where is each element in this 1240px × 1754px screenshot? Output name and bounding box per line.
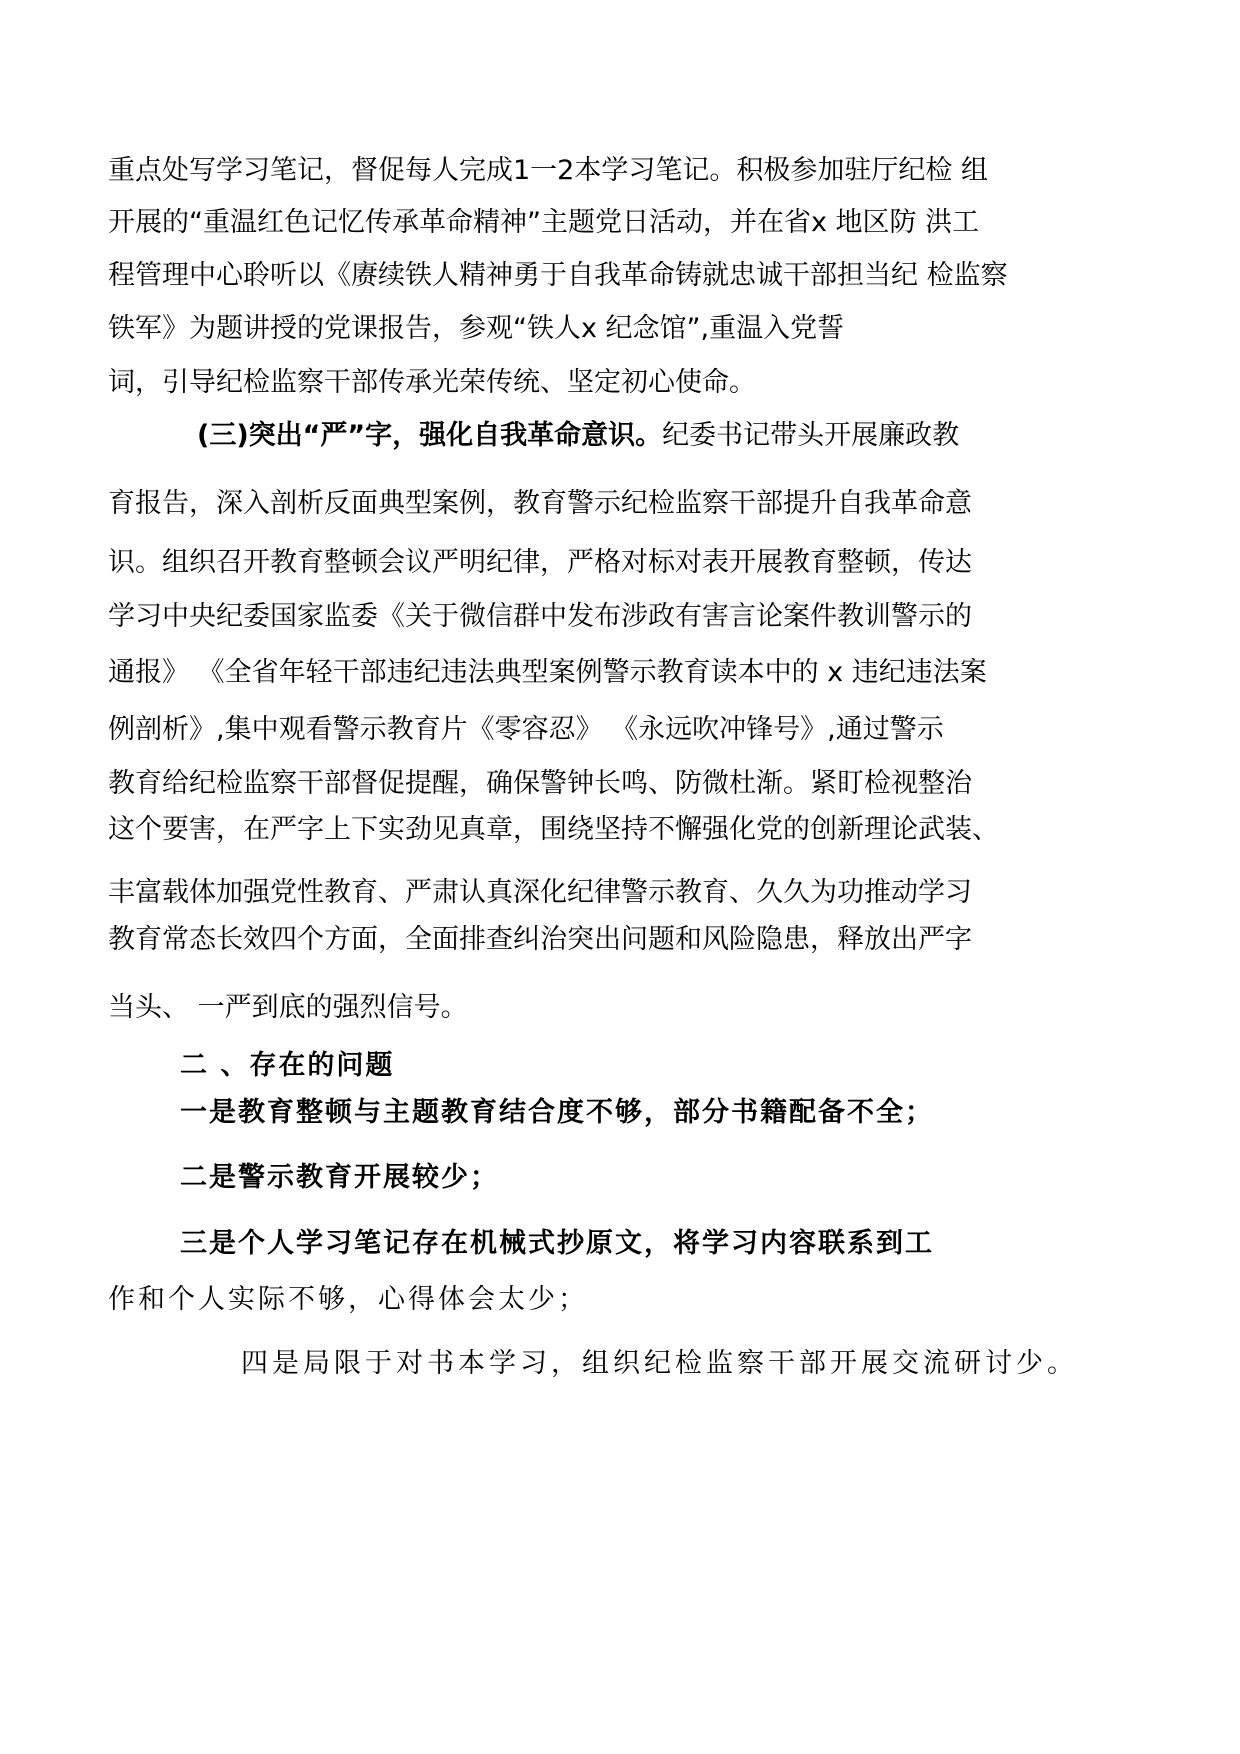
section-3-line: [197, 418, 959, 454]
paragraph-line: 重点处写学习笔记，督促每人完成1一2本学习笔记。积极参加驻厅纪检 组: [108, 155, 988, 186]
paragraph-line: 词，引导纪检监察干部传承光荣传统、坚定初心使命。: [108, 367, 756, 398]
paragraph-line: 开展的“重温红色记忆传承革命精神”主题党日活动，并在省x 地区防 洪工: [108, 207, 980, 238]
paragraph-line: 铁军》为题讲授的党课报告，参观“铁人x 纪念馆”,重温入党誓: [108, 313, 845, 344]
problem-item-2: 二是警示教育开展较少；: [180, 1162, 499, 1193]
paragraph-line: 例剖析》,集中观看警示教育片《零容忍》 《永远吹冲锋号》,通过警示: [108, 714, 944, 745]
paragraph-line: 学习中央纪委国家监委《关于微信群中发布涉政有害言论案件教训警示的: [108, 601, 972, 632]
problem-item-1: 一是教育整顿与主题教育结合度不够，部分书籍配备不全；: [180, 1097, 934, 1128]
paragraph-line: 识。组织召开教育整顿会议严明纪律，严格对标对表开展教育整顿，传达: [108, 547, 972, 578]
paragraph-line: 教育常态长效四个方面，全面排查纠治突出问题和风险隐患，释放出严字: [108, 924, 972, 955]
paragraph-line: 这个要害，在严字上下实劲见真章，围绕坚持不懈强化党的创新理论武装、: [108, 814, 999, 845]
problem-item-4: 四是局限于对书本学习，组织纪检监察干部开展交流研讨少。: [241, 1348, 1078, 1379]
section-3-text: 纪委书记带头开展廉政教: [662, 420, 960, 451]
section-3-heading: (三)突出“严”字，强化自我革命意识。: [197, 420, 663, 451]
paragraph-line: 程管理中心聆听以《赓续铁人精神勇于自我革命铸就忠诚干部担当纪 检监察: [108, 260, 1008, 291]
paragraph-line: 当头、 一严到底的强烈信号。: [108, 992, 468, 1023]
paragraph-line: 教育给纪检监察干部督促提醒，确保警钟长鸣、防微杜渐。紧盯检视整治: [108, 768, 972, 799]
problem-item-3-cont: 作和个人实际不够，心得体会太少；: [108, 1284, 588, 1315]
problems-heading: 二 、存在的问题: [180, 1050, 395, 1081]
paragraph-line: 丰富载体加强党性教育、严肃认真深化纪律警示教育、久久为功推动学习: [108, 877, 972, 908]
problem-item-3: 三是个人学习笔记存在机械式抄原文，将学习内容联系到工: [180, 1228, 934, 1259]
paragraph-line: 通报》 《全省年轻干部违纪违法典型案例警示教育读本中的 x 违纪违法案: [108, 657, 987, 688]
paragraph-line: 育报告，深入剖析反面典型案例，教育警示纪检监察干部提升自我革命意: [108, 488, 972, 519]
